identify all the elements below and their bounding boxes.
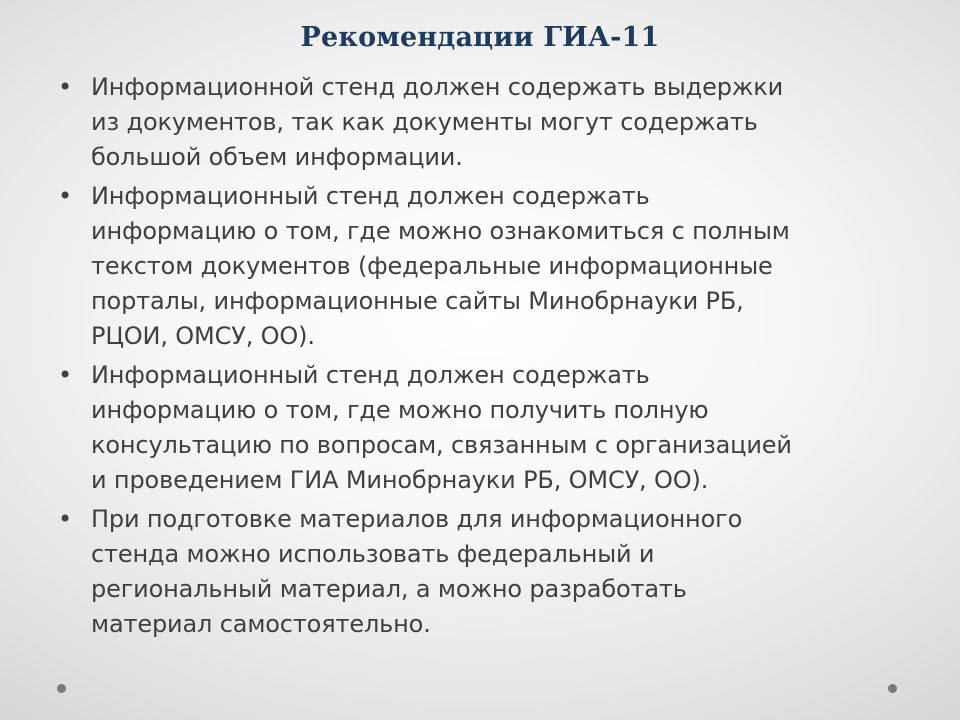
- bullet-line: текстом документов (федеральные информационные: [91, 252, 773, 280]
- bullet-line: РЦОИ, ОМСУ, ОО).: [91, 322, 315, 350]
- bullet-line: консультацию по вопросам, связанным с организацией: [91, 431, 792, 459]
- bullet-line: из документов, так как документы могут содержать: [91, 108, 758, 136]
- bullet-line: Информационный стенд должен содержать: [91, 182, 650, 210]
- bullet-dot-icon: •: [58, 505, 73, 533]
- bullet-line: Информационный стенд должен содержать: [91, 361, 650, 389]
- bullet-line: порталы, информационные сайты Минобрнауки РБ,: [91, 287, 744, 315]
- bullet-line: При подготовке материалов для информационного: [91, 505, 743, 533]
- bullet-line: большой объем информации.: [91, 143, 463, 171]
- bullet-item: [56, 502, 916, 642]
- bullet-line: материал самостоятельно.: [91, 610, 431, 638]
- bullet-text: [91, 70, 916, 175]
- bullet-dot-icon: •: [58, 182, 73, 210]
- bullet-line: информацию о том, где можно ознакомиться с полным: [91, 217, 790, 245]
- bullet-item: [56, 70, 916, 175]
- bullet-item: [56, 358, 916, 498]
- bullet-line: информацию о том, где можно получить полную: [91, 396, 709, 424]
- bullet-text: [91, 358, 916, 498]
- corner-dot-icon: [888, 684, 897, 693]
- bullet-dot-icon: •: [58, 361, 73, 389]
- slide-title: Рекомендации ГИА-11: [300, 22, 660, 53]
- bullet-list: [56, 70, 916, 646]
- bullet-text: [91, 179, 916, 354]
- bullet-line: стенда можно использовать федеральный и: [91, 540, 655, 568]
- corner-dot-icon: [57, 684, 66, 693]
- bullet-line: и проведением ГИА Минобрнауки РБ, ОМСУ, ОО).: [91, 466, 709, 494]
- bullet-line: Информационной стенд должен содержать выдержки: [91, 73, 784, 101]
- bullet-dot-icon: •: [58, 73, 73, 101]
- bullet-item: [56, 179, 916, 354]
- bullet-text: [91, 502, 916, 642]
- bullet-line: региональный материал, а можно разработать: [91, 575, 687, 603]
